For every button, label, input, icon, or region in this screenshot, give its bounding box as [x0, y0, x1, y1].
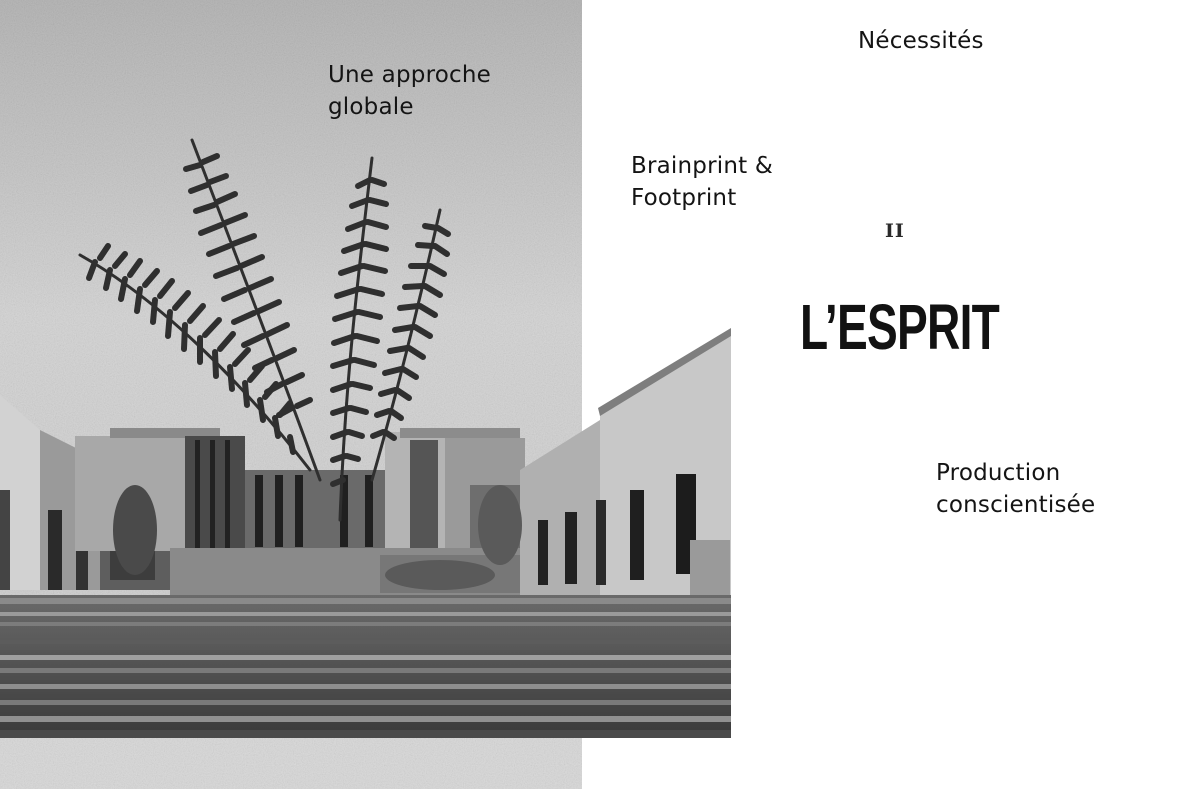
label-approach-line-2: globale: [328, 94, 414, 120]
label-necessites-text: Nécessités: [858, 28, 984, 54]
label-brainprint: [631, 150, 773, 214]
label-production-line-2: conscientisée: [936, 492, 1096, 518]
label-production: [936, 457, 1095, 521]
label-brainprint-line-2: Footprint: [631, 185, 737, 211]
label-approach-line-1: Une approche: [328, 62, 491, 88]
section-title: L’ESPRIT: [800, 291, 1000, 363]
label-production-line-1: Production: [936, 460, 1061, 486]
section-numeral: II: [885, 220, 905, 242]
label-necessites: [858, 25, 984, 57]
label-approach: [328, 59, 491, 123]
label-brainprint-line-1: Brainprint &: [631, 153, 773, 179]
staircase: [0, 595, 731, 789]
